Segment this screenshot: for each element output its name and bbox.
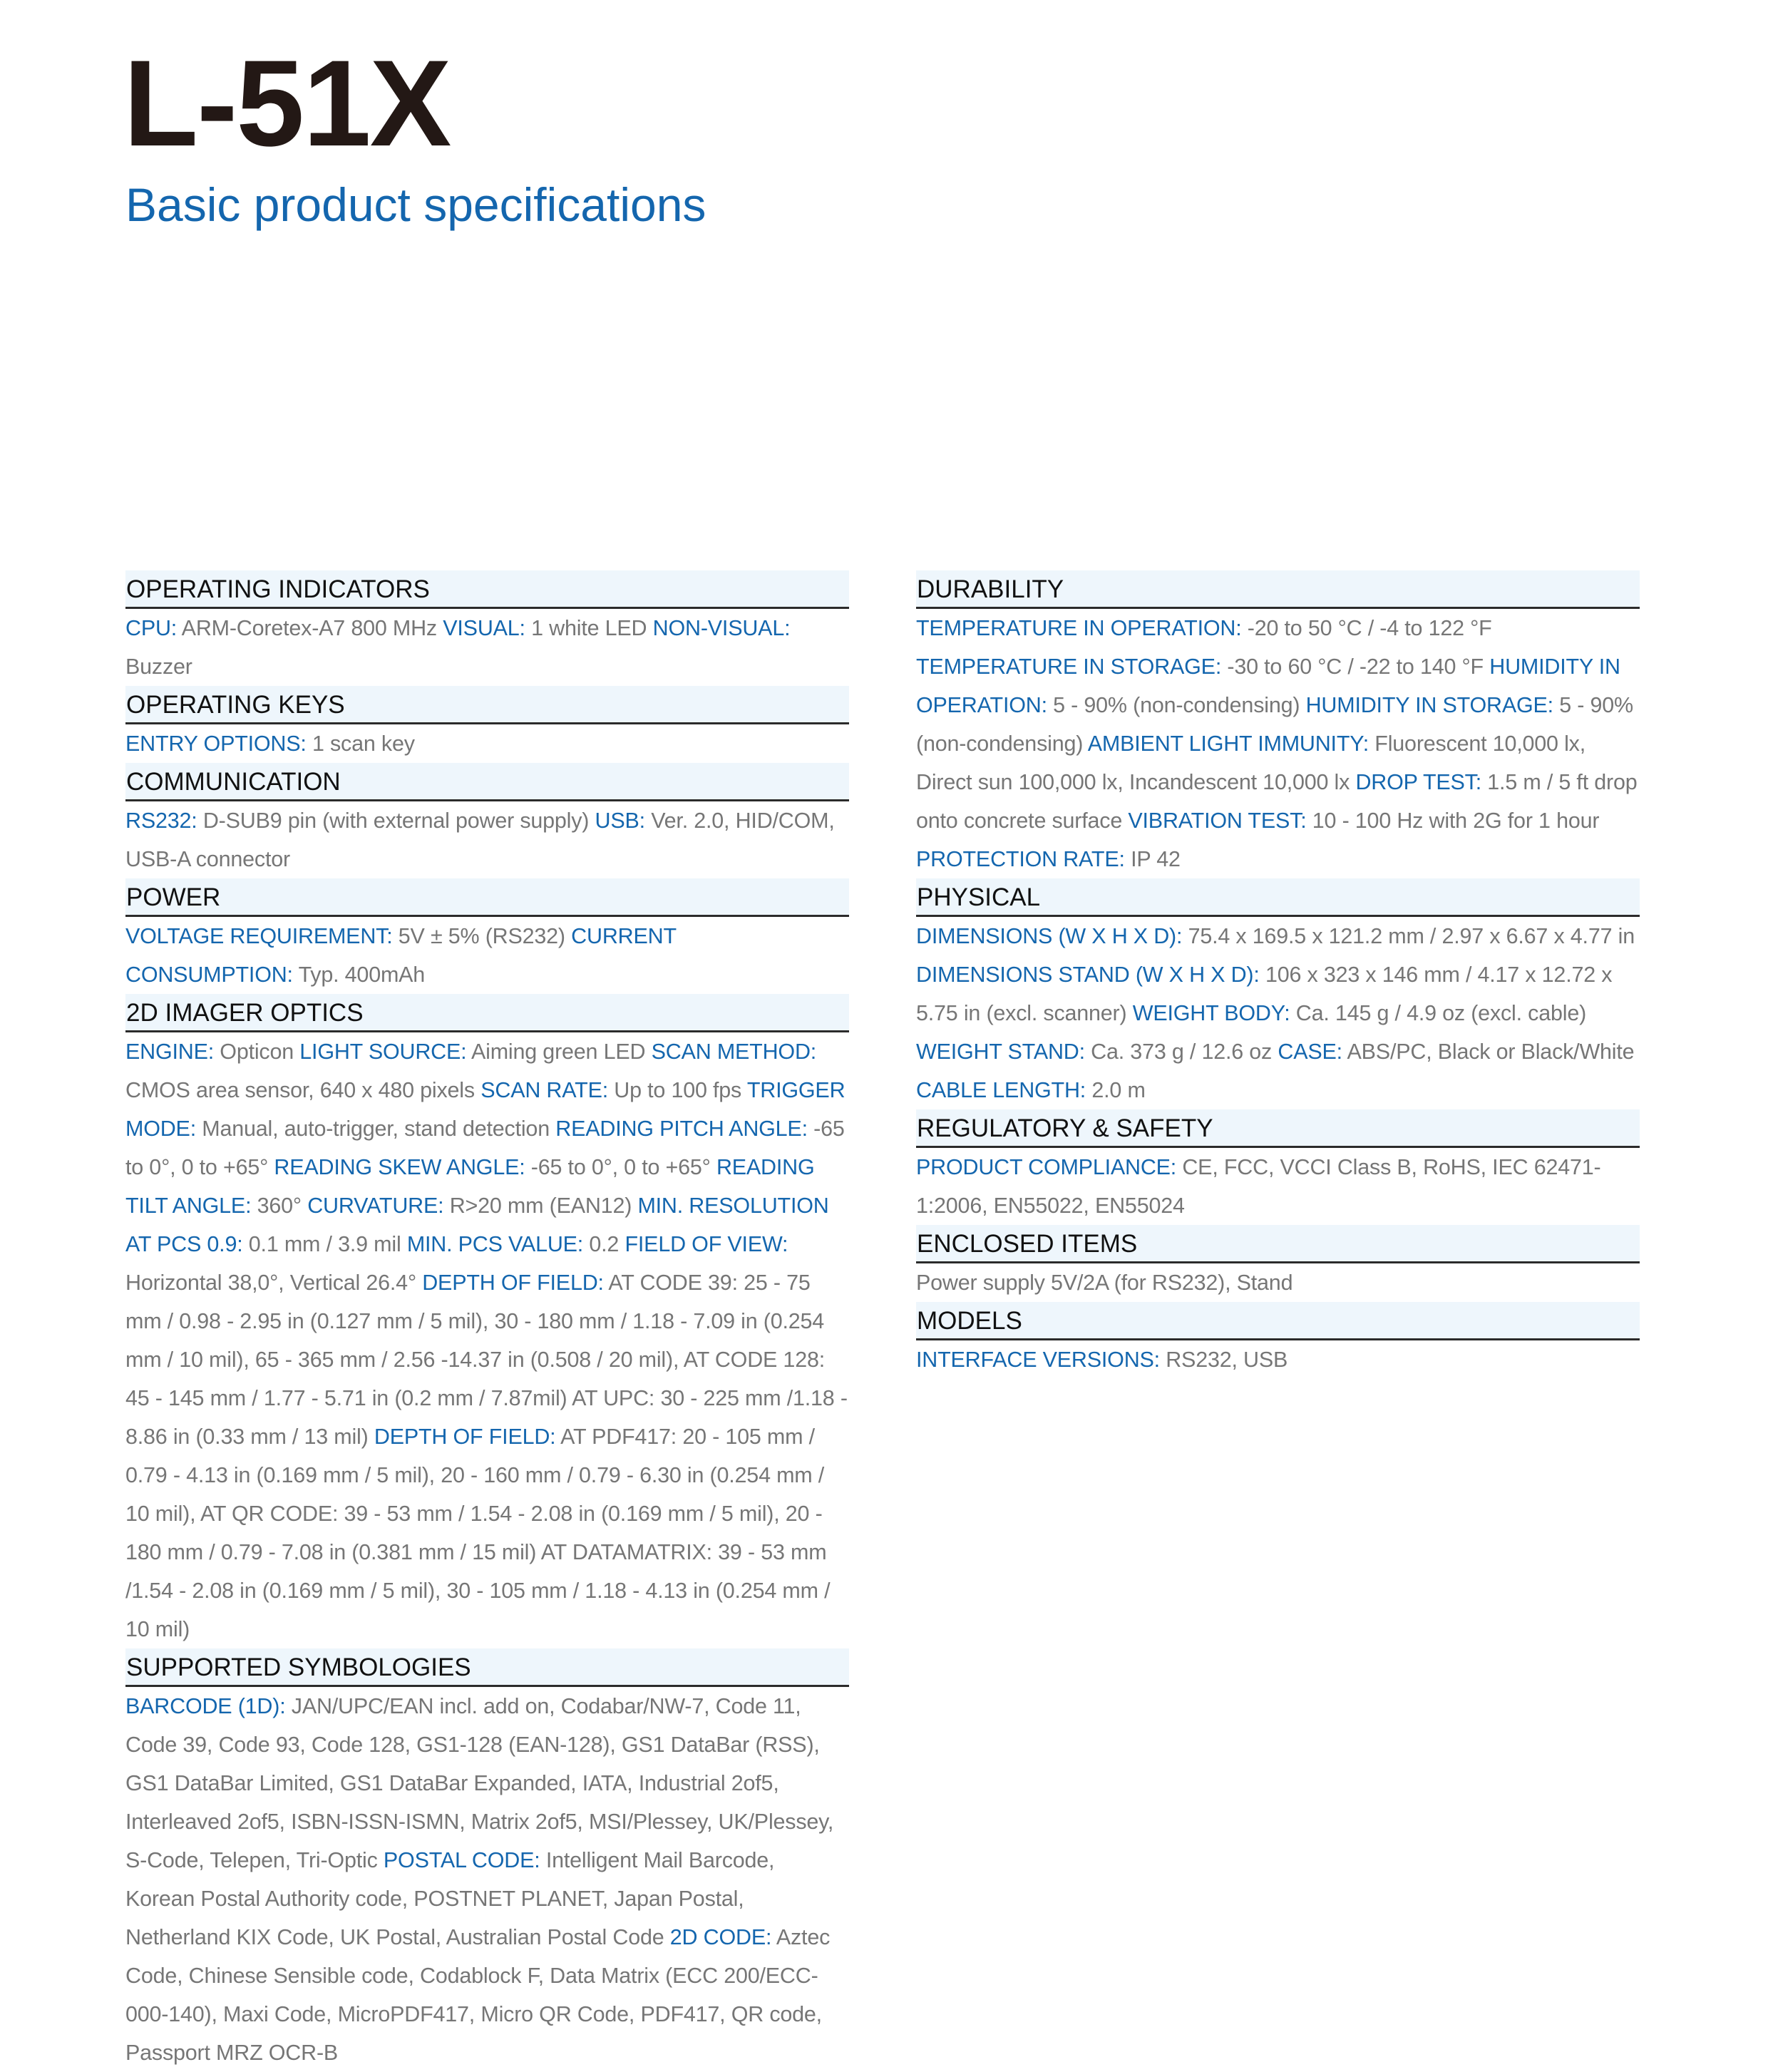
spec-label: SCAN METHOD:	[651, 1040, 817, 1064]
spec-value: 106 x 323 x 146 mm / 4.17 x 12.72 x 5.75 in (excl. scanner)	[916, 963, 1613, 1025]
spec-value: 1 white LED	[531, 616, 647, 640]
spec-label: VOLTAGE REQUIREMENT:	[125, 924, 393, 948]
spec-section-models	[916, 1302, 1640, 1379]
spec-section-durability	[916, 570, 1640, 878]
spec-label: BARCODE (1D):	[125, 1694, 286, 1718]
section-body	[916, 1340, 1640, 1379]
spec-section-communication	[125, 763, 849, 878]
spec-value: -65 to 0°, 0 to +65°	[530, 1155, 711, 1179]
section-body	[916, 609, 1640, 878]
section-heading: DURABILITY	[916, 570, 1640, 609]
spec-value: IP 42	[1131, 847, 1181, 871]
spec-label: HUMIDITY IN OPERATION:	[916, 655, 1620, 717]
spec-value: 2.0 m	[1091, 1078, 1146, 1102]
spec-value: Fluorescent 10,000 lx, Direct sun 100,000 lx, Incandescent 10,000 lx	[916, 732, 1585, 794]
spec-value: ARM-Coretex-A7 800 MHz	[181, 616, 437, 640]
spec-label: CABLE LENGTH:	[916, 1078, 1086, 1102]
spec-label: DEPTH OF FIELD:	[422, 1271, 604, 1295]
section-body	[125, 1032, 849, 1648]
spec-value: Ver. 2.0, HID/COM, USB-A connector	[125, 809, 835, 871]
spec-value: Aztec Code, Chinese Sensible code, Codablock F, Data Matrix (ECC 200/ECC-000-140), Maxi Code, MicroPDF417, Micro QR Code, PDF417, QR code, Passport MRZ OCR-B	[125, 1925, 831, 2065]
spec-value: ABS/PC, Black or Black/White	[1347, 1040, 1635, 1064]
spec-value: Intelligent Mail Barcode, Korean Postal Authority code, POSTNET PLANET, Japan Postal, Netherland KIX Code, UK Postal, Australian Postal Code	[125, 1848, 775, 1949]
spec-section-operating-keys	[125, 686, 849, 763]
section-heading: OPERATING KEYS	[125, 686, 849, 724]
spec-value: Opticon	[220, 1040, 294, 1064]
spec-value: Up to 100 fps	[614, 1078, 742, 1102]
spec-label: LIGHT SOURCE:	[299, 1040, 467, 1064]
spec-label: PROTECTION RATE:	[916, 847, 1125, 871]
spec-label: TEMPERATURE IN STORAGE:	[916, 655, 1222, 679]
spec-section-operating-indicators	[125, 570, 849, 686]
section-heading: POWER	[125, 878, 849, 917]
spec-value: 1.5 m / 5 ft drop onto concrete surface	[916, 770, 1638, 833]
spec-label: DROP TEST:	[1355, 770, 1481, 794]
spec-value: R>20 mm (EAN12)	[449, 1194, 632, 1218]
section-heading: ENCLOSED ITEMS	[916, 1225, 1640, 1263]
left-spec-column	[125, 570, 849, 2072]
spec-section-supported-symbologies	[125, 1648, 849, 2072]
spec-label: TEMPERATURE IN OPERATION:	[916, 616, 1242, 640]
spec-value: 1 scan key	[312, 732, 415, 756]
spec-value: -20 to 50 °C / -4 to 122 °F	[1247, 616, 1492, 640]
spec-value: 5V ± 5% (RS232)	[398, 924, 565, 948]
spec-value: CE, FCC, VCCI Class B, RoHS, IEC 62471-1:2006, EN55022, EN55024	[916, 1155, 1601, 1218]
section-heading: COMMUNICATION	[125, 763, 849, 801]
spec-value: AT CODE 39: 25 - 75 mm / 0.98 - 2.95 in (0.127 mm / 5 mil), 30 - 180 mm / 1.18 - 7.09 in (0.254 mm / 10 mil), 65 - 365 mm / 2.56 -14.37 in (0.508 / 20 mil), AT CODE 128: 45 - 145 mm / 1.77 - 5.71 in (0.2 mm / 7.87mil) AT UPC: 30 - 225 mm /1.18 - 8.86 in (0.33 mm / 13 mil)	[125, 1271, 848, 1449]
spec-label: 2D CODE:	[669, 1925, 772, 1949]
spec-value: Ca. 373 g / 12.6 oz	[1091, 1040, 1273, 1064]
page-subtitle: Basic product specifications	[125, 178, 706, 231]
section-body	[125, 609, 849, 686]
section-heading: PHYSICAL	[916, 878, 1640, 917]
spec-value: 0.1 mm / 3.9 mil	[248, 1232, 401, 1256]
spec-value: RS232, USB	[1166, 1348, 1288, 1372]
spec-value: 5 - 90% (non-condensing)	[916, 693, 1633, 756]
spec-label: NON-VISUAL:	[652, 616, 791, 640]
section-heading: MODELS	[916, 1302, 1640, 1340]
spec-section-regulatory-safety	[916, 1109, 1640, 1225]
spec-value: D-SUB9 pin (with external power supply)	[202, 809, 590, 833]
spec-label: AMBIENT LIGHT IMMUNITY:	[1087, 732, 1369, 756]
spec-label: FIELD OF VIEW:	[625, 1232, 788, 1256]
spec-label: DIMENSIONS (W X H X D):	[916, 924, 1183, 948]
spec-label: READING SKEW ANGLE:	[274, 1155, 525, 1179]
spec-label: WEIGHT BODY:	[1132, 1001, 1290, 1025]
section-body	[125, 724, 849, 763]
spec-section-physical	[916, 878, 1640, 1109]
spec-value: 0.2	[589, 1232, 620, 1256]
spec-label: READING TILT ANGLE:	[125, 1155, 815, 1218]
spec-label: POSTAL CODE:	[383, 1848, 540, 1872]
spec-label: TRIGGER MODE:	[125, 1078, 846, 1141]
spec-label: CURVATURE:	[307, 1194, 444, 1218]
section-body	[125, 1687, 849, 2072]
spec-label: HUMIDITY IN STORAGE:	[1305, 693, 1553, 717]
section-heading: REGULATORY & SAFETY	[916, 1109, 1640, 1148]
spec-value: Buzzer	[125, 655, 192, 679]
section-body	[125, 917, 849, 994]
spec-value: CMOS area sensor, 640 x 480 pixels	[125, 1078, 475, 1102]
section-body	[125, 801, 849, 878]
spec-label: CPU:	[125, 616, 178, 640]
spec-section-power	[125, 878, 849, 994]
spec-value: JAN/UPC/EAN incl. add on, Codabar/NW-7, Code 11, Code 39, Code 93, Code 128, GS1-128 (EAN-128), GS1 DataBar (RSS), GS1 DataBar Limited, GS1 DataBar Expanded, IATA, Industrial 2of5, Interleaved 2of5, ISBN-ISSN-ISMN, Matrix 2of5, MSI/Plessey, UK/Plessey, S-Code, Telepen, Tri-Optic	[125, 1694, 834, 1872]
spec-label: INTERFACE VERSIONS:	[916, 1348, 1160, 1372]
spec-value: Manual, auto-trigger, stand detection	[202, 1117, 550, 1141]
spec-value: Power supply 5V/2A (for RS232), Stand	[916, 1271, 1293, 1295]
section-body	[916, 1263, 1640, 1302]
spec-value: Aiming green LED	[471, 1040, 646, 1064]
section-body	[916, 1148, 1640, 1225]
spec-section-2d-imager-optics	[125, 994, 849, 1648]
spec-value: 5 - 90% (non-condensing)	[1053, 693, 1300, 717]
spec-label: USB:	[595, 809, 645, 833]
spec-label: CASE:	[1278, 1040, 1342, 1064]
section-heading: OPERATING INDICATORS	[125, 570, 849, 609]
right-spec-column	[916, 570, 1640, 1379]
spec-value: 360°	[257, 1194, 302, 1218]
spec-value: -65 to 0°, 0 to +65°	[125, 1117, 845, 1179]
spec-value: 75.4 x 169.5 x 121.2 mm / 2.97 x 6.67 x 4.77 in	[1188, 924, 1635, 948]
spec-label: ENGINE:	[125, 1040, 215, 1064]
section-body	[916, 917, 1640, 1109]
spec-label: CURRENT CONSUMPTION:	[125, 924, 677, 987]
spec-label: DEPTH OF FIELD:	[374, 1425, 556, 1449]
page-title: L-51X	[123, 35, 451, 172]
spec-label: PRODUCT COMPLIANCE:	[916, 1155, 1177, 1179]
spec-label: VIBRATION TEST:	[1128, 809, 1307, 833]
spec-label: READING PITCH ANGLE:	[555, 1117, 808, 1141]
spec-label: MIN. PCS VALUE:	[406, 1232, 584, 1256]
spec-label: WEIGHT STAND:	[916, 1040, 1085, 1064]
spec-label: RS232:	[125, 809, 197, 833]
spec-value: AT PDF417: 20 - 105 mm / 0.79 - 4.13 in (0.169 mm / 5 mil), 20 - 160 mm / 0.79 - 6.30 in (0.254 mm / 10 mil), AT QR CODE: 39 - 53 mm / 1.54 - 2.08 in (0.169 mm / 5 mil), 20 - 180 mm / 0.79 - 7.08 in (0.381 mm / 15 mil) AT DATAMATRIX: 39 - 53 mm /1.54 - 2.08 in (0.169 mm / 5 mil), 30 - 105 mm / 1.18 - 4.13 in (0.254 mm / 10 mil)	[125, 1425, 831, 1641]
spec-label: ENTRY OPTIONS:	[125, 732, 307, 756]
spec-label: SCAN RATE:	[480, 1078, 608, 1102]
spec-value: 10 - 100 Hz with 2G for 1 hour	[1312, 809, 1600, 833]
spec-label: DIMENSIONS STAND (W X H X D):	[916, 963, 1260, 987]
spec-value: Horizontal 38,0°, Vertical 26.4°	[125, 1271, 416, 1295]
spec-section-enclosed-items	[916, 1225, 1640, 1302]
spec-value: -30 to 60 °C / -22 to 140 °F	[1227, 655, 1484, 679]
spec-value: Ca. 145 g / 4.9 oz (excl. cable)	[1295, 1001, 1587, 1025]
spec-label: VISUAL:	[443, 616, 525, 640]
spec-value: Typ. 400mAh	[298, 963, 426, 987]
section-heading: SUPPORTED SYMBOLOGIES	[125, 1648, 849, 1687]
section-heading: 2D IMAGER OPTICS	[125, 994, 849, 1032]
spec-label: MIN. RESOLUTION AT PCS 0.9:	[125, 1194, 829, 1256]
